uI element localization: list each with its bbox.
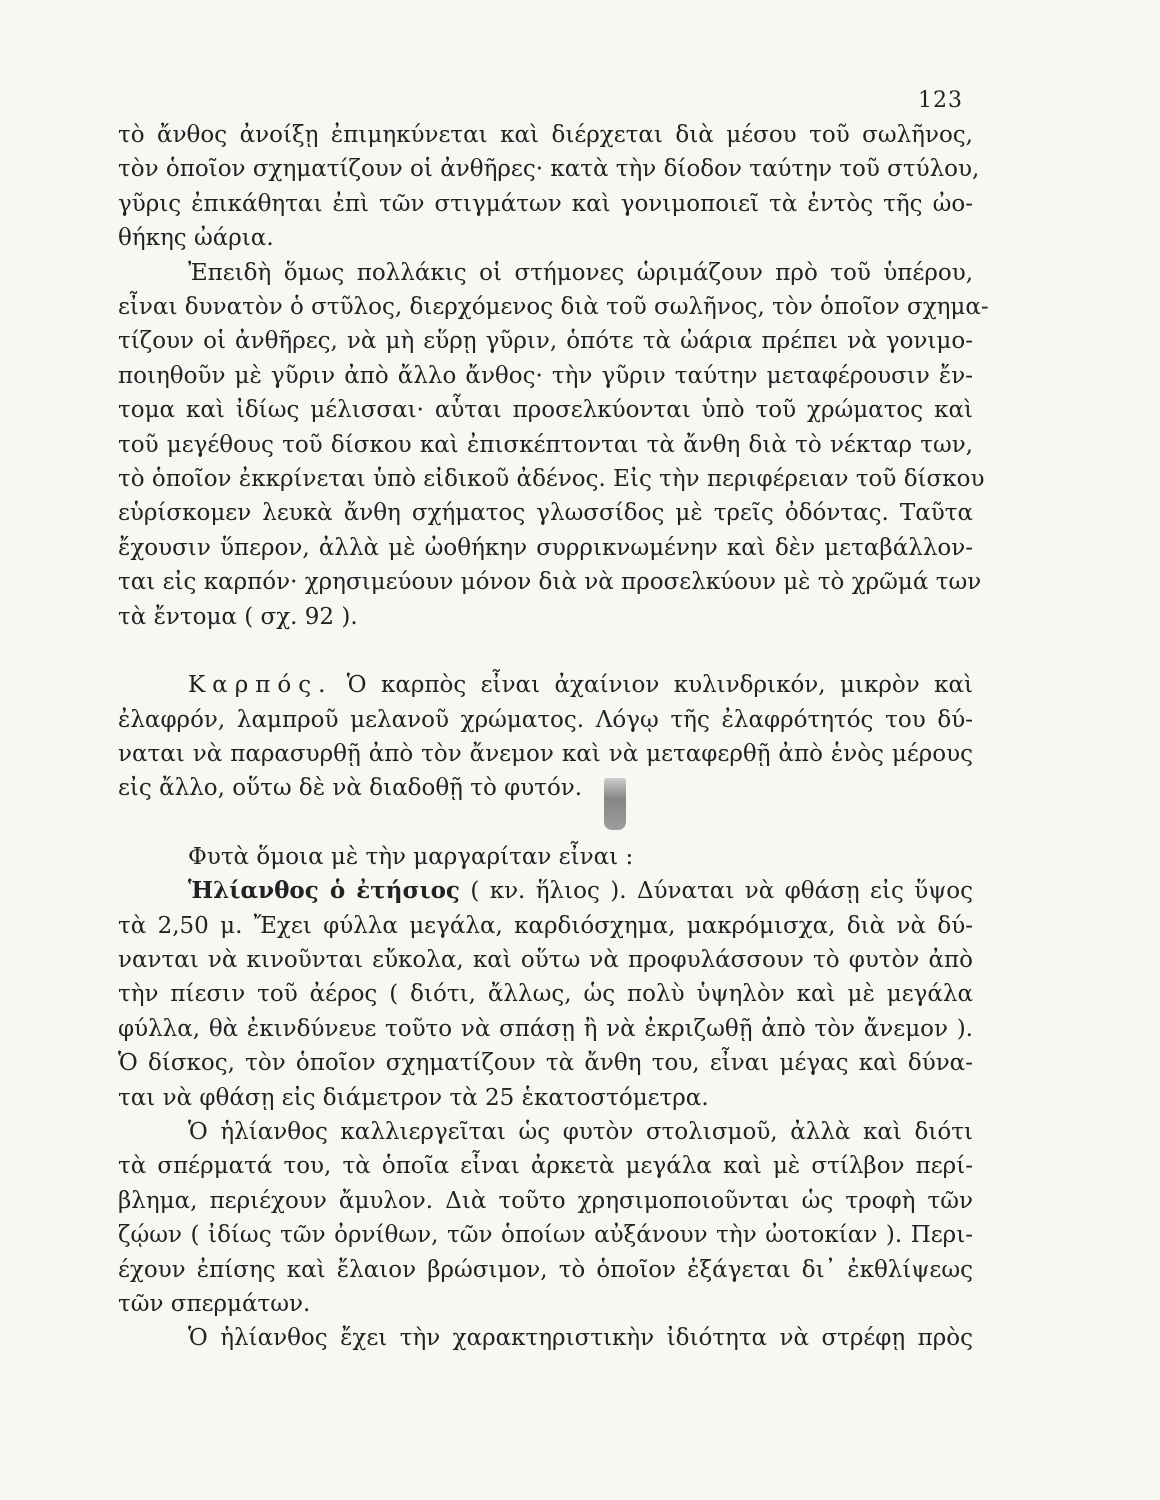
text-line: ἐλαφρόν, λαμπροῦ μελανοῦ χρώματος. Λόγῳ τῆς ἐλαφρότητός του δύ- [118, 706, 973, 733]
text-line: φύλλα, θὰ ἐκινδύνευε τοῦτο νὰ σπάσῃ ἢ νὰ ἐκριζωθῇ ἀπὸ τὸν ἄνεμον ). [118, 1015, 973, 1042]
text-line: Ὁ δίσκος, τὸν ὁποῖον σχηματίζουν τὰ ἄνθη του, εἶναι μέγας καὶ δύνα- [118, 1050, 973, 1077]
species-heading-helianthus: Ἡλίανθος ὁ ἐτήσιος [188, 877, 460, 905]
text-line: τὸ ἄνθος ἀνοίξῃ ἐπιμηκύνεται καὶ διέρχεται διὰ μέσου τοῦ σωλῆνος, [118, 122, 973, 148]
text-line: ναται νὰ παρασυρθῇ ἀπὸ τὸν ἄνεμον καὶ νὰ μεταφερθῇ ἀπὸ ἑνὸς μέρους [118, 740, 973, 767]
paragraph-gap [118, 634, 973, 668]
text-line: έχουν ἐπίσης καὶ ἔλαιον βρώσιμον, τὸ ὁποῖον ἐξάγεται δι᾿ ἐκθλίψεως [118, 1256, 973, 1283]
text-line: ζῴων ( ἰδίως τῶν ὀρνίθων, τῶν ὁποίων αὐξάνουν τὴν ὠοτοκίαν ). Περι- [118, 1222, 973, 1249]
text-line: θήκης ὠάρια. [118, 225, 274, 252]
text-line [118, 668, 973, 702]
text-line: τομα καὶ ἰδίως μέλισσαι· αὗται προσελκύονται ὑπὸ τοῦ χρώματος καὶ [118, 397, 973, 424]
text-line: τίζουν οἱ ἀνθῆρες, νὰ μὴ εὕρῃ γῦριν, ὁπότε τὰ ὠάρια πρέπει νὰ γονιμο- [118, 328, 973, 355]
text-line: βλημα, περιέχουν ἄμυλον. Διὰ τοῦτο χρησιμοποιοῦνται ὡς τροφὴ τῶν [118, 1187, 973, 1214]
text-line [118, 874, 973, 908]
text-run: ( κν. ἥλιος ). Δύναται νὰ φθάσῃ εἰς ὕψος [459, 878, 973, 905]
text-line: νανται νὰ κινοῦνται εὔκολα, καὶ οὕτω νὰ προφυλάσσουν τὸ φυτὸν ἀπὸ [118, 946, 973, 973]
text-run: Ὁ καρπὸς εἶναι ἀχαίνιον κυλινδρικόν, μικρὸν καὶ [332, 672, 973, 699]
text-line: Ὁ ἡλίανθος καλλιεργεῖται ὡς φυτὸν στολισμοῦ, ἀλλὰ καὶ διότι [188, 1118, 973, 1145]
page-number: 123 [918, 88, 963, 113]
text-line: τὸν ὁποῖον σχηματίζουν οἱ ἀνθῆρες· κατὰ τὴν δίοδον ταύτην τοῦ στύλου, [118, 156, 980, 183]
text-line: εἶναι δυνατὸν ὁ στῦλος, διερχόμενος διὰ τοῦ σωλῆνος, τὸν ὁποῖον σχημα- [118, 294, 989, 321]
text-line: τὰ ἔντομα ( σχ. 92 ). [118, 603, 358, 630]
text-line: ποιηθοῦν μὲ γῦριν ἀπὸ ἄλλο ἄνθος· τὴν γῦριν ταύτην μεταφέρουσιν ἔν- [118, 362, 973, 389]
ink-smudge [604, 778, 626, 830]
text-line: Ἐπειδὴ ὅμως πολλάκις οἱ στήμονες ὡριμάζουν πρὸ τοῦ ὑπέρου, [188, 259, 973, 286]
text-line: τοῦ μεγέθους τοῦ δίσκου καὶ ἐπισκέπτονται τὰ ἄνθη διὰ τὸ νέκταρ των, [118, 431, 973, 458]
body-text [118, 118, 989, 1356]
text-line: εὑρίσκομεν λευκὰ ἄνθη σχήματος γλωσσίδος μὲ τρεῖς ὀδόντας. Ταῦτα [118, 500, 973, 527]
text-line: Ὁ ἡλίανθος ἔχει τὴν χαρακτηριστικὴν ἰδιότητα νὰ στρέφῃ πρὸς [188, 1325, 973, 1352]
text-line: τὰ 2,50 μ. Ἔχει φύλλα μεγάλα, καρδιόσχημα, μακρόμισχα, διὰ νὰ δύ- [118, 912, 973, 939]
text-line: ἔχουσιν ὕπερον, ἀλλὰ μὲ ὠοθήκην συρρικνωμένην καὶ δὲν μεταβάλλον- [118, 534, 973, 561]
text-line: Φυτὰ ὅμοια μὲ τὴν μαργαρίταν εἶναι : [188, 843, 634, 870]
text-line: τῶν σπερμάτων. [118, 1291, 311, 1317]
text-line: τὴν πίεσιν τοῦ ἀέρος ( διότι, ἄλλως, ὡς πολὺ ὑψηλὸν καὶ μὲ μεγάλα [118, 981, 973, 1008]
text-line: γῦρις ἐπικάθηται ἐπὶ τῶν στιγμάτων καὶ γονιμοποιεῖ τὰ ἐντὸς τῆς ὠο- [118, 190, 973, 217]
text-line: τὸ ὁποῖον ἐκκρίνεται ὑπὸ εἰδικοῦ ἀδένος. Εἰς τὴν περιφέρειαν τοῦ δίσκου [118, 466, 985, 493]
text-line: εἰς ἄλλο, οὕτω δὲ νὰ διαδοθῇ τὸ φυτόν. [118, 775, 583, 802]
text-line: τὰ σπέρματά του, τὰ ὁποῖα εἶναι ἀρκετὰ μεγάλα καὶ μὲ στίλβον περί- [118, 1153, 973, 1180]
text-line: ται νὰ φθάσῃ εἰς διάμετρον τὰ 25 ἑκατοστόμετρα. [118, 1084, 709, 1111]
text-line: ται εἰς καρπόν· χρησιμεύουν μόνον διὰ νὰ προσελκύουν μὲ τὸ χρῶμά των [118, 569, 982, 596]
section-head-karpos: Καρπός. [188, 672, 333, 699]
paragraph-gap [118, 806, 973, 840]
